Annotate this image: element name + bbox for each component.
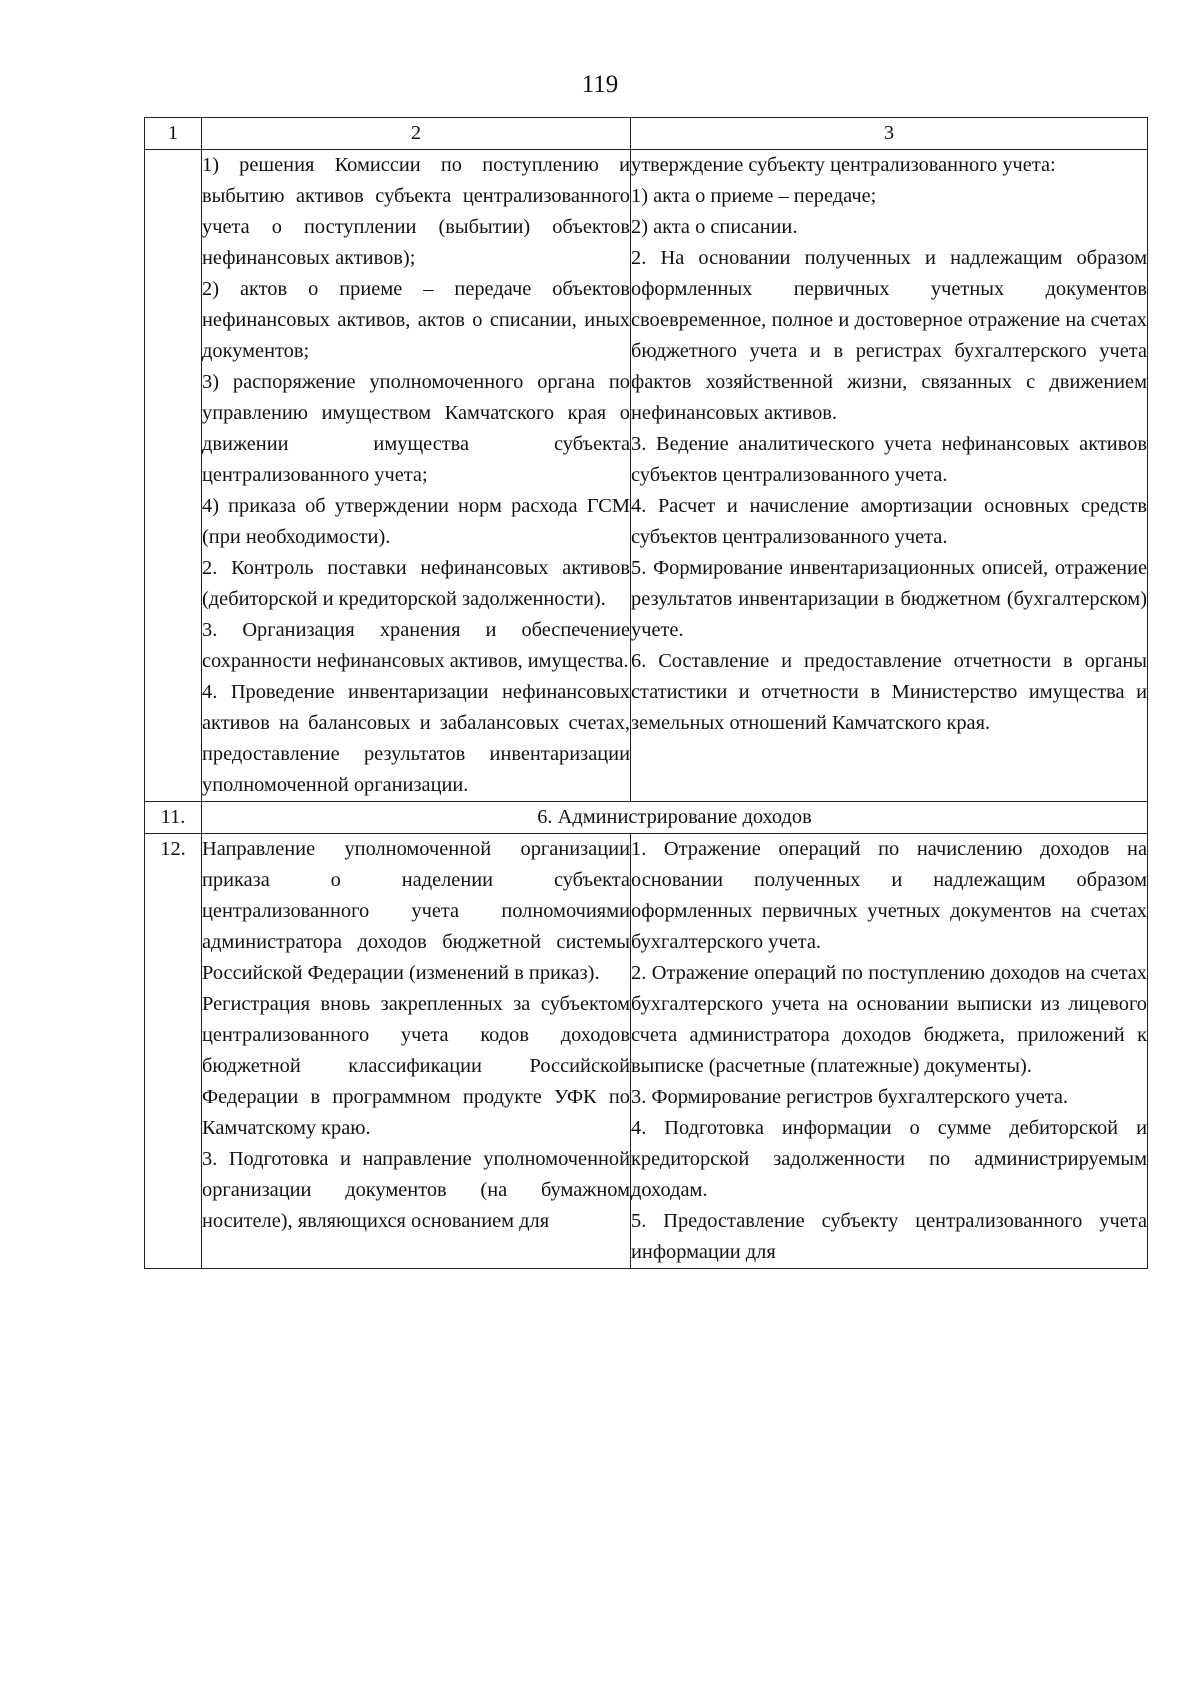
row-12-col-3 <box>631 834 1148 1269</box>
header-col-1: 1 <box>145 118 202 150</box>
row-12-col-2 <box>202 834 631 1269</box>
paragraph: 4. Проведение инвентаризации нефинансовых активов на балансовых и забалансовых счетах, предоставление результатов инвентаризации уполномоченной организации. <box>202 681 630 796</box>
paragraph: 5. Предоставление субъекту централизованного учета информации для <box>631 1210 1147 1263</box>
paragraph: 1) акта о приеме – передаче; <box>631 185 877 207</box>
paragraph: 3. Ведение аналитического учета нефинансовых активов субъектов централизованного учета. <box>631 433 1147 486</box>
paragraph: Регистрация вновь закрепленных за субъектом централизованного учета кодов доходов бюджетной классификации Российской Федерации в программном продукте УФК по Камчатскому краю. <box>202 993 630 1139</box>
paragraph: 3) распоряжение уполномоченного органа по управлению имуществом Камчатского края о движении имущества субъекта централизованного учета; <box>202 371 630 486</box>
section-row <box>145 802 1148 834</box>
paragraph: утверждение субъекту централизованного учета: <box>631 154 1056 176</box>
paragraph: 6. Составление и предоставление отчетности в органы статистики и отчетности в Министерство имущества и земельных отношений Камчатского края. <box>631 650 1147 734</box>
paragraph: 2. На основании полученных и надлежащим образом оформленных первичных учетных документов своевременное, полное и достоверное отражение на счетах бюджетного учета и в регистрах бухгалтерского учета фактов хозяйственной жизни, связанных с движением нефинансовых активов. <box>631 247 1147 424</box>
paragraph: 5. Формирование инвентаризационных описей, отражение результатов инвентаризации в бюджетном (бухгалтерском) учете. <box>631 557 1147 641</box>
paragraph: 2) акта о списании. <box>631 216 798 238</box>
section-title: 6. Администрирование доходов <box>202 802 1148 834</box>
paragraph: 1. Отражение операций по начислению доходов на основании полученных и надлежащим образом оформленных первичных учетных документов на счетах бухгалтерского учета. <box>631 838 1147 953</box>
row-continuation-col-3 <box>631 150 1148 802</box>
paragraph: 3. Организация хранения и обеспечение сохранности нефинансовых активов, имущества. <box>202 619 630 672</box>
paragraph: 4) приказа об утверждении норм расхода ГСМ (при необходимости). <box>202 495 630 548</box>
paragraph: 3. Формирование регистров бухгалтерского учета. <box>631 1086 1069 1108</box>
row-number: 11. <box>145 802 202 834</box>
header-col-3: 3 <box>631 118 1148 150</box>
paragraph: 3. Подготовка и направление уполномоченной организации документов (на бумажном носителе), являющихся основанием для <box>202 1148 630 1232</box>
table-row-12 <box>145 834 1148 1269</box>
paragraph: 4. Расчет и начисление амортизации основных средств субъектов централизованного учета. <box>631 495 1147 548</box>
paragraph: 1) решения Комиссии по поступлению и выбытию активов субъекта централизованного учета о поступлении (выбытии) объектов нефинансовых активов); <box>202 154 630 269</box>
paragraph: 2) актов о приеме – передаче объектов нефинансовых активов, актов о списании, иных документов; <box>202 278 630 362</box>
page-number: 119 <box>581 71 619 98</box>
row-number <box>145 150 202 802</box>
paragraph: 2. Контроль поставки нефинансовых активов (дебиторской и кредиторской задолженности). <box>202 557 630 610</box>
row-continuation-col-2 <box>202 150 631 802</box>
paragraph: 4. Подготовка информации о сумме дебиторской и кредиторской задолженности по администрируемым доходам. <box>631 1117 1147 1201</box>
table-header-row <box>145 118 1148 150</box>
row-number: 12. <box>145 834 202 1269</box>
functions-table <box>144 117 1148 1269</box>
paragraph: Направление уполномоченной организации приказа о наделении субъекта централизованного учета полномочиями администратора доходов бюджетной системы Российской Федерации (изменений в приказ). <box>202 838 630 984</box>
header-col-2: 2 <box>202 118 631 150</box>
paragraph: 2. Отражение операций по поступлению доходов на счетах бухгалтерского учета на основании выписки из лицевого счета администратора доходов бюджета, приложений к выписке (расчетные (платежные) документы). <box>631 962 1147 1077</box>
table-row-continuation <box>145 150 1148 802</box>
